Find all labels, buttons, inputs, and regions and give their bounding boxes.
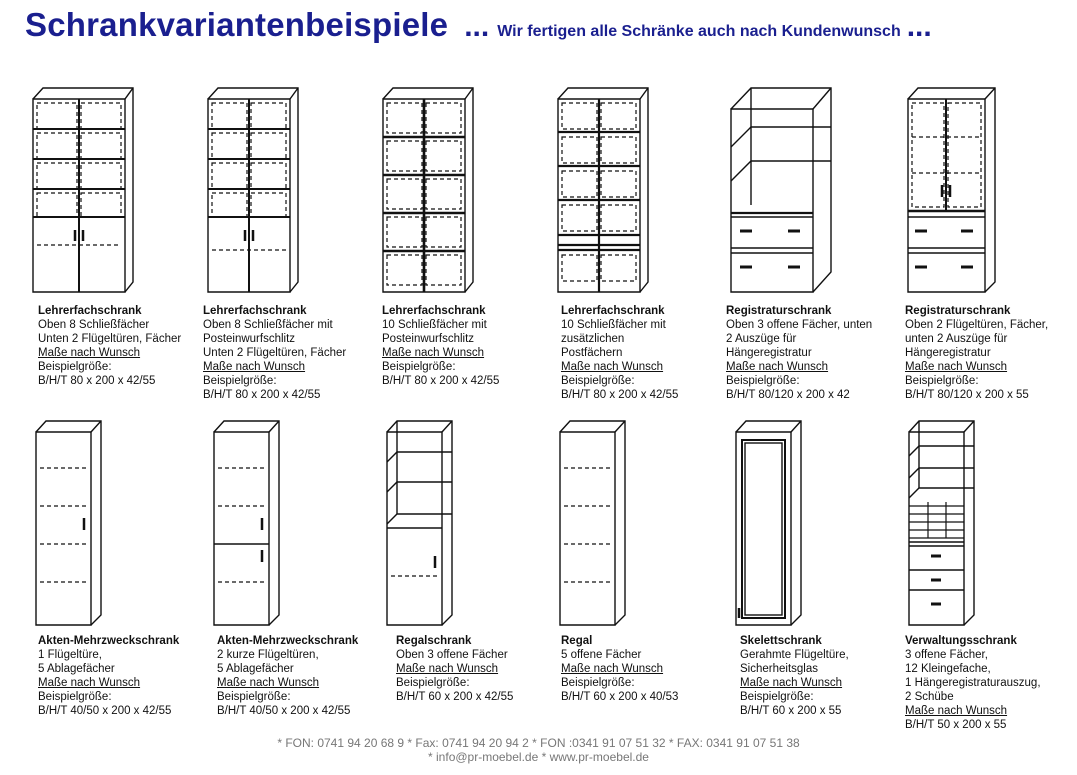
cabinet-drawing-2	[203, 85, 313, 295]
cabinet-desc-line: zusätzlichen	[561, 333, 625, 345]
custom-size-note: Maße nach Wunsch	[203, 361, 306, 373]
footer-contact-phone: * FON: 0741 94 20 68 9 * Fax: 0741 94 20 94 2 * FON :0341 91 07 51 32 * FAX: 0341 91 07 51 38	[277, 736, 800, 750]
cabinet-drawing-12	[906, 418, 1016, 628]
caption-cabinet-8	[217, 634, 387, 718]
example-size-label: Beispielgröße:	[726, 375, 800, 387]
example-size-label: Beispielgröße:	[561, 375, 635, 387]
caption-cabinet-5	[726, 304, 896, 402]
ellipsis-end: ...	[906, 10, 932, 43]
caption-cabinet-6	[905, 304, 1075, 402]
custom-size-note: Maße nach Wunsch	[217, 677, 320, 689]
example-size-label: Beispielgröße:	[396, 677, 470, 689]
example-size: B/H/T 60 x 200 x 40/53	[561, 691, 679, 703]
custom-size-note: Maße nach Wunsch	[905, 705, 1008, 717]
cabinet-desc-line: Posteinwurfschlitz	[382, 333, 475, 345]
cabinet-desc-line: 10 Schließfächer mit	[561, 319, 666, 331]
example-size-label: Beispielgröße:	[905, 375, 979, 387]
example-size: B/H/T 80 x 200 x 42/55	[203, 389, 321, 401]
custom-size-note: Maße nach Wunsch	[726, 361, 829, 373]
custom-size-note: Maße nach Wunsch	[38, 677, 141, 689]
cabinet-desc-line: Sicherheitsglas	[740, 663, 818, 675]
caption-cabinet-9	[396, 634, 566, 704]
example-size-label: Beispielgröße:	[561, 677, 635, 689]
page-header	[25, 6, 1065, 54]
page-subtitle: Wir fertigen alle Schränke auch nach Kundenwunsch	[497, 23, 901, 40]
cabinet-drawing-3	[378, 85, 488, 295]
caption-cabinet-7	[38, 634, 208, 718]
cabinet-desc-line: Gerahmte Flügeltüre,	[740, 649, 849, 661]
custom-size-note: Maße nach Wunsch	[561, 361, 664, 373]
custom-size-note: Maße nach Wunsch	[382, 347, 485, 359]
cabinet-desc-line: 5 Ablagefächer	[217, 663, 294, 675]
cabinet-desc-line: 2 Auszüge für	[726, 333, 797, 345]
cabinet-name: Skelettschrank	[740, 635, 822, 647]
example-size: B/H/T 40/50 x 200 x 42/55	[217, 705, 351, 717]
cabinet-name: Akten-Mehrzweckschrank	[217, 635, 359, 647]
cabinet-name: Verwaltungsschrank	[905, 635, 1017, 647]
example-size-label: Beispielgröße:	[740, 691, 814, 703]
cabinet-name: Lehrerfachschrank	[382, 305, 486, 317]
cabinet-desc-line: 1 Hängeregistraturauszug,	[905, 677, 1041, 689]
caption-cabinet-1	[38, 304, 208, 388]
caption-cabinet-11	[740, 634, 910, 718]
example-size: B/H/T 80 x 200 x 42/55	[382, 375, 500, 387]
caption-cabinet-12	[905, 634, 1075, 732]
cabinet-desc-line: Posteinwurfschlitz	[203, 333, 296, 345]
cabinet-name: Akten-Mehrzweckschrank	[38, 635, 180, 647]
cabinet-desc-line: 5 offene Fächer	[561, 649, 642, 661]
cabinet-desc-line: Hängeregistratur	[905, 347, 991, 359]
cabinet-desc-line: Oben 3 offene Fächer, unten	[726, 319, 873, 331]
example-size-label: Beispielgröße:	[217, 691, 291, 703]
cabinet-drawing-7	[33, 418, 143, 628]
cabinet-drawing-9	[384, 418, 494, 628]
cabinet-desc-line: Oben 8 Schließfächer	[38, 319, 150, 331]
custom-size-note: Maße nach Wunsch	[905, 361, 1008, 373]
cabinet-desc-line: 5 Ablagefächer	[38, 663, 115, 675]
cabinet-desc-line: unten 2 Auszüge für	[905, 333, 1008, 345]
example-size: B/H/T 50 x 200 x 55	[905, 719, 1007, 731]
example-size-label: Beispielgröße:	[203, 375, 277, 387]
custom-size-note: Maße nach Wunsch	[740, 677, 843, 689]
caption-cabinet-4	[561, 304, 731, 402]
page-title: Schrankvariantenbeispiele	[25, 6, 449, 43]
cabinet-name: Lehrerfachschrank	[38, 305, 142, 317]
cabinet-name: Regalschrank	[396, 635, 472, 647]
example-size: B/H/T 60 x 200 x 42/55	[396, 691, 514, 703]
cabinet-name: Registraturschrank	[905, 305, 1011, 317]
example-size-label: Beispielgröße:	[38, 361, 112, 373]
cabinet-desc-line: Oben 8 Schließfächer mit	[203, 319, 333, 331]
caption-cabinet-10	[561, 634, 731, 704]
cabinet-desc-line: 10 Schließfächer mit	[382, 319, 487, 331]
cabinet-desc-line: 1 Flügeltüre,	[38, 649, 102, 661]
cabinet-desc-line: Unten 2 Flügeltüren, Fächer	[38, 333, 182, 345]
cabinet-name: Lehrerfachschrank	[203, 305, 307, 317]
cabinet-desc-line: 2 Schübe	[905, 691, 954, 703]
cabinet-name: Regal	[561, 635, 593, 647]
example-size: B/H/T 80/120 x 200 x 42	[726, 389, 850, 401]
cabinet-desc-line: Oben 3 offene Fächer	[396, 649, 508, 661]
cabinet-desc-line: Unten 2 Flügeltüren, Fächer	[203, 347, 347, 359]
cabinet-drawing-6	[903, 85, 1013, 295]
cabinet-name: Registraturschrank	[726, 305, 832, 317]
custom-size-note: Maße nach Wunsch	[38, 347, 141, 359]
cabinet-drawing-1	[28, 85, 138, 295]
footer-contact-web: * info@pr-moebel.de * www.pr-moebel.de	[428, 750, 649, 764]
ellipsis: ...	[464, 10, 490, 43]
example-size-label: Beispielgröße:	[382, 361, 456, 373]
cabinet-desc-line: Hängeregistratur	[726, 347, 812, 359]
cabinet-desc-line: Postfächern	[561, 347, 623, 359]
cabinet-desc-line: Oben 2 Flügeltüren, Fächer,	[905, 319, 1049, 331]
cabinet-drawing-8	[211, 418, 321, 628]
example-size-label: Beispielgröße:	[38, 691, 112, 703]
example-size: B/H/T 80 x 200 x 42/55	[561, 389, 679, 401]
cabinet-drawing-4	[553, 85, 663, 295]
custom-size-note: Maße nach Wunsch	[396, 663, 499, 675]
example-size: B/H/T 60 x 200 x 55	[740, 705, 842, 717]
custom-size-note: Maße nach Wunsch	[561, 663, 664, 675]
cabinet-drawing-11	[733, 418, 843, 628]
example-size: B/H/T 40/50 x 200 x 42/55	[38, 705, 172, 717]
caption-cabinet-2	[203, 304, 373, 402]
example-size: B/H/T 80/120 x 200 x 55	[905, 389, 1029, 401]
cabinet-drawing-5	[726, 85, 836, 295]
cabinet-desc-line: 2 kurze Flügeltüren,	[217, 649, 319, 661]
cabinet-drawing-10	[557, 418, 667, 628]
cabinet-desc-line: 12 Kleingefache,	[905, 663, 991, 675]
caption-cabinet-3	[382, 304, 552, 388]
example-size: B/H/T 80 x 200 x 42/55	[38, 375, 156, 387]
cabinet-name: Lehrerfachschrank	[561, 305, 665, 317]
cabinet-desc-line: 3 offene Fächer,	[905, 649, 988, 661]
